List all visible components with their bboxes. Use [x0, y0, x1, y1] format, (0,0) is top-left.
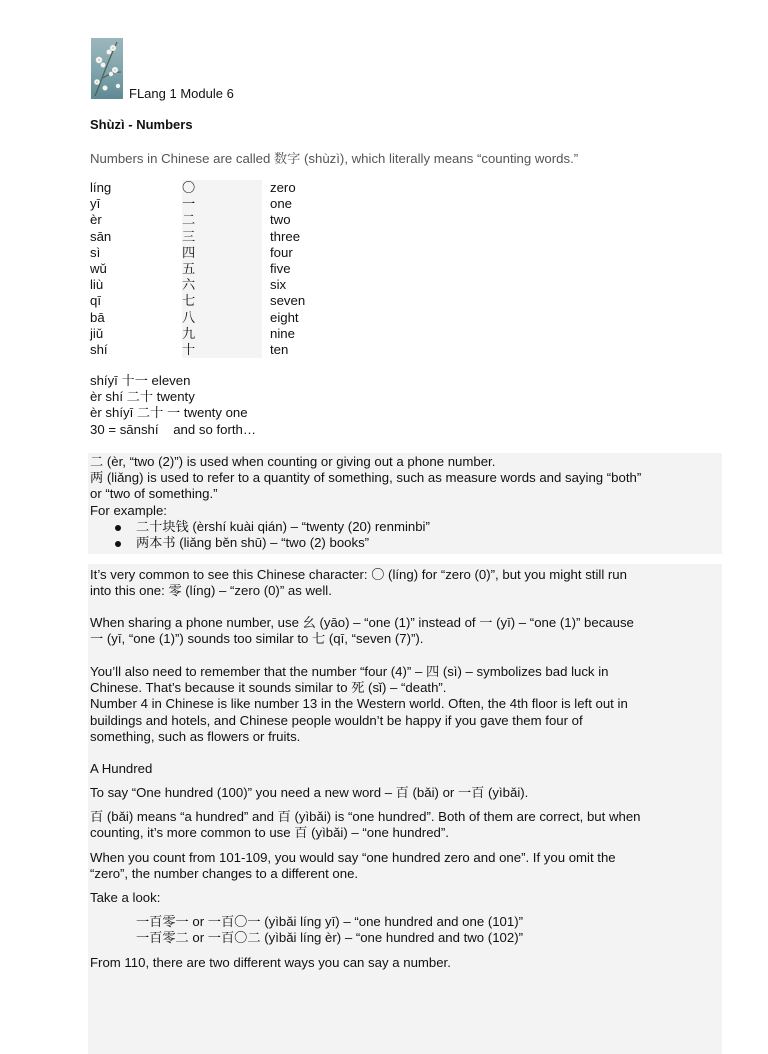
pinyin-cell: sì — [90, 244, 101, 260]
for-example-label: For example: — [90, 502, 167, 518]
english-cell: six — [270, 277, 287, 293]
english-cell: one — [270, 196, 293, 212]
number-row — [90, 245, 490, 261]
paragraph-line: into this one: 零 (líng) – “zero (0)” as well. — [90, 583, 332, 599]
number-row — [90, 229, 490, 245]
number-row — [90, 261, 490, 277]
intro-paragraph: Numbers in Chinese are called 数字 (shùzì), which literally means “counting words.” — [90, 151, 579, 166]
number-row — [90, 196, 490, 212]
paragraph-line: something, such as flowers or fruits. — [90, 728, 301, 744]
hundred-heading: A Hundred — [90, 761, 153, 776]
character-cell: 四 — [182, 245, 262, 261]
pinyin-cell: wǔ — [90, 260, 107, 276]
number-row — [90, 293, 490, 309]
compound-line: shíyī 十一 eleven — [90, 373, 191, 388]
paragraph-line: Number 4 in Chinese is like number 13 in the Western world. Often, the 4th floor is left out in — [90, 696, 628, 712]
pinyin-cell: bā — [90, 309, 105, 325]
english-cell: ten — [270, 341, 289, 357]
hundred-paragraph: To say “One hundred (100)” you need a new word – 百 (bǎi) or 一百 (yìbǎi). — [90, 785, 529, 800]
character-cell: 七 — [182, 293, 262, 309]
character-cell: 三 — [182, 229, 262, 245]
character-cell: 六 — [182, 277, 262, 293]
number-row — [90, 310, 490, 326]
pinyin-cell: qī — [90, 293, 101, 309]
character-cell: 十 — [182, 342, 262, 358]
example-line: 一百零一 or 一百〇一 (yìbǎi líng yī) – “one hundred and one (101)” — [136, 914, 523, 929]
pinyin-cell: èr — [90, 212, 102, 228]
english-cell: four — [270, 244, 293, 260]
character-cell: 二 — [182, 212, 262, 228]
list-item: 两本书 (liǎng běn shū) – “two (2) books” — [90, 535, 720, 551]
compound-numbers — [90, 373, 256, 438]
pinyin-cell: líng — [90, 180, 112, 195]
english-cell: eight — [270, 309, 299, 325]
paragraph-line: When you count from 101-109, you would say “one hundred zero and one”. If you omit the — [90, 850, 616, 865]
paragraph-line: Chinese. That’s because it sounds similar to 死 (sǐ) – “death”. — [90, 680, 447, 696]
pinyin-cell: shí — [90, 341, 108, 357]
english-cell: five — [270, 260, 291, 276]
hundred-paragraph — [90, 850, 720, 882]
character-cell: 一 — [182, 196, 262, 212]
character-cell: 八 — [182, 310, 262, 326]
pinyin-cell: sān — [90, 228, 112, 244]
ling-section — [90, 567, 720, 599]
character-cell: 九 — [182, 326, 262, 342]
example-line: 一百零二 or 一百〇二 (yìbǎi líng èr) – “one hundred and two (102)” — [136, 930, 523, 946]
number-row — [90, 342, 490, 358]
compound-line: èr shíyī 二十 一 twenty one — [90, 405, 248, 421]
english-cell: nine — [270, 325, 295, 341]
hundred-examples — [90, 914, 720, 946]
compound-line: èr shí 二十 twenty — [90, 389, 195, 405]
english-cell: seven — [270, 293, 306, 309]
paragraph-line: 一 (yī, “one (1)”) sounds too similar to 七 (qī, “seven (7)”). — [90, 631, 424, 647]
pinyin-cell: liù — [90, 277, 104, 293]
hundred-paragraph — [90, 809, 720, 841]
character-cell: 〇 — [182, 180, 262, 196]
paragraph-line: 二 (èr, “two (2)”) is used when counting or giving out a phone number. — [90, 454, 496, 469]
english-cell: zero — [270, 180, 296, 195]
course-label: FLang 1 Module 6 — [129, 86, 234, 101]
page-title: Shùzì - Numbers — [90, 117, 193, 132]
phone-section — [90, 615, 720, 647]
number-row — [90, 180, 490, 196]
compound-line: 30 = sānshí and so forth… — [90, 421, 257, 437]
pinyin-cell: jiǔ — [90, 325, 104, 341]
paragraph-line: “zero”, the number changes to a different one. — [90, 866, 359, 882]
paragraph-line: buildings and hotels, and Chinese people wouldn’t be happy if you gave them four of — [90, 712, 583, 728]
pinyin-cell: yī — [90, 196, 101, 212]
example-list — [90, 519, 720, 551]
paragraph-line: 两 (liǎng) is used to refer to a quantity of something, such as measure words and saying “both” — [90, 470, 642, 486]
hundred-paragraph: From 110, there are two different ways you can say a number. — [90, 955, 451, 970]
english-cell: two — [270, 212, 291, 228]
paragraph-line: or “two of something.” — [90, 486, 218, 502]
english-cell: three — [270, 228, 301, 244]
list-item: 二十块钱 (èrshí kuài qián) – “twenty (20) renminbi” — [90, 519, 720, 535]
paragraph-line: counting, it’s more common to use 百 (yìbǎi) – “one hundred”. — [90, 825, 449, 841]
take-a-look-label: Take a look: — [90, 890, 161, 905]
number-row — [90, 326, 490, 342]
character-cell: 五 — [182, 261, 262, 277]
numbers-table — [90, 180, 490, 358]
paragraph-line: It’s very common to see this Chinese character: 〇 (líng) for “zero (0)”, but you might still run — [90, 567, 627, 582]
number-row — [90, 212, 490, 228]
paragraph-line: When sharing a phone number, use 幺 (yāo) – “one (1)” instead of 一 (yī) – “one (1)” because — [90, 615, 634, 630]
paragraph-line: 百 (bǎi) means “a hundred” and 百 (yìbǎi) is “one hundred”. Both of them are correct, but when — [90, 809, 641, 824]
paragraph-line: You’ll also need to remember that the number “four (4)” – 四 (sì) – symbolizes bad luck in — [90, 664, 609, 679]
four-section — [90, 664, 720, 745]
er-liang-section — [90, 454, 720, 551]
number-row — [90, 277, 490, 293]
floral-thumbnail-icon — [91, 38, 123, 99]
